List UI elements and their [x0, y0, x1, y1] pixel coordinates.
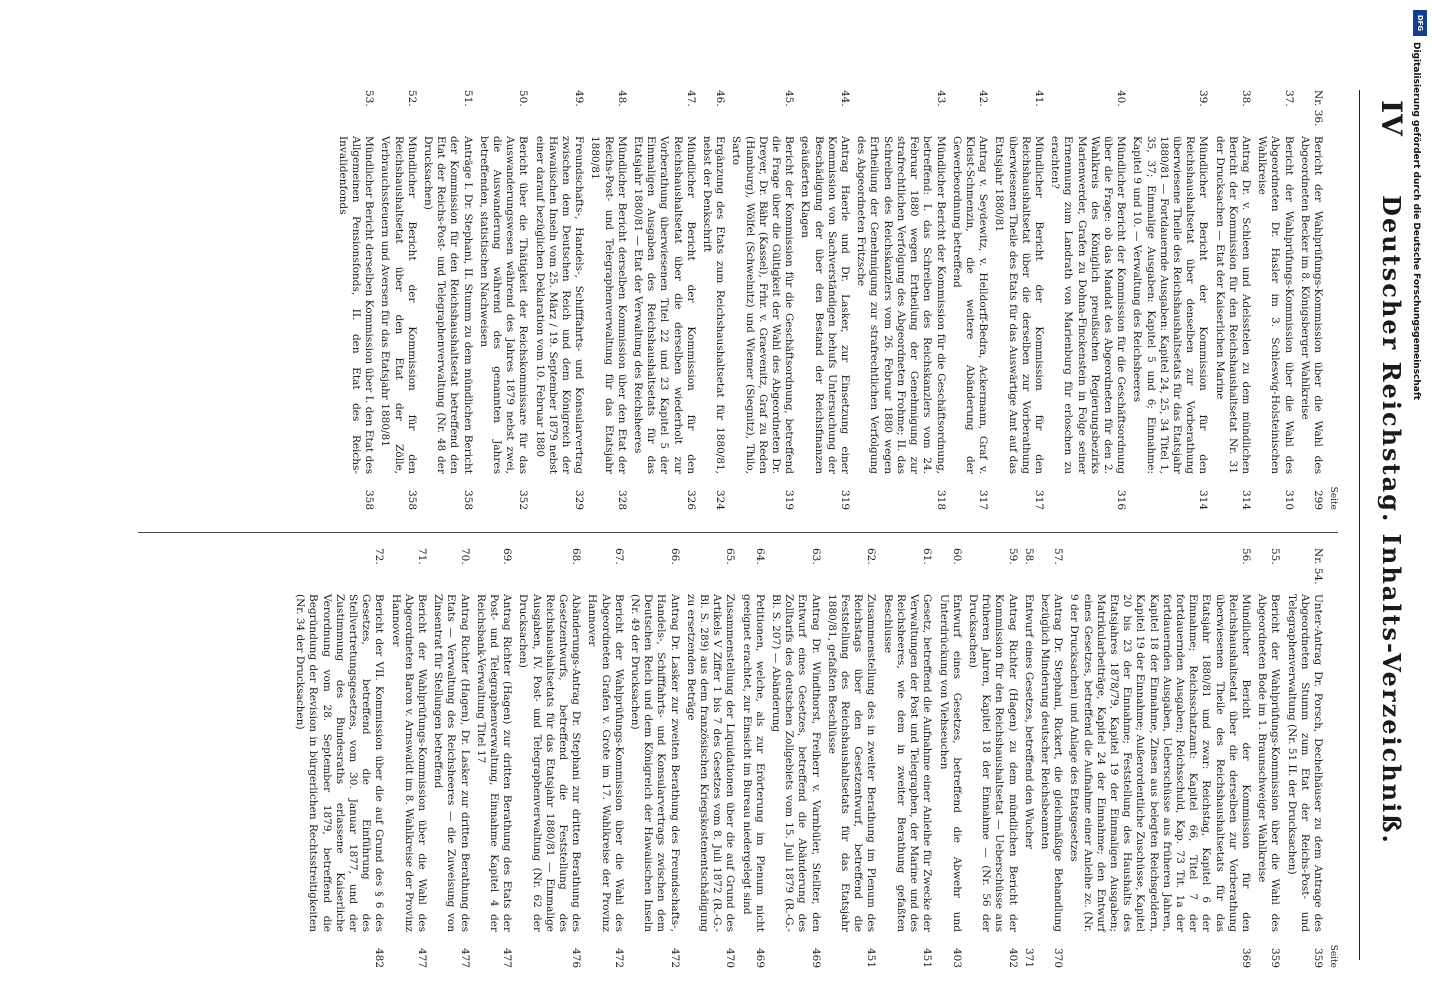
entry-title: Petitionen, welche, als zur Erörterung im Plenum nicht geeignet erachtet, zur Einsicht im Bureau niedergelegt sind [740, 594, 766, 932]
seite-label-left: Seite [1328, 486, 1338, 510]
entry-number: 55. [1269, 548, 1282, 565]
right-column [290, 548, 1338, 968]
toc-entry [378, 90, 418, 510]
entry-title: Antrag Richter (Hagen) zu dem mündlichen Bericht der Kommission für den Reichshaushaltsetat — Ueberschüsse aus früheren Jahren, Kapitel 18 der Einnahme — (Nr. 56 der Drucksachen) [966, 594, 1019, 932]
page-number: IV [1375, 100, 1408, 137]
toc-entry [1038, 548, 1064, 968]
toc-entry [1212, 90, 1252, 510]
entry-number: 59. [1006, 548, 1019, 565]
toc-entry [798, 90, 851, 510]
entry-page-number: 370 [1052, 947, 1065, 968]
entry-page-number: 470 [724, 947, 737, 968]
toc-entry [293, 548, 385, 968]
toc-entry [1284, 548, 1324, 968]
entry-page-number: 469 [809, 947, 822, 968]
left-entry-list [336, 90, 1324, 510]
toc-entry [532, 90, 585, 510]
entry-number: 67. [612, 548, 625, 565]
entry-number: 61. [921, 548, 934, 565]
entry-number: 38. [1239, 90, 1252, 107]
toc-entry [1255, 548, 1281, 968]
toc-entry [936, 548, 962, 968]
entry-page-number: 451 [921, 947, 934, 968]
entry-number: 63. [809, 548, 822, 565]
toc-entry [588, 90, 628, 510]
entry-page-number: 358 [405, 489, 418, 510]
toc-entry [950, 90, 990, 510]
entry-title: Antrag Haerle und Dr. Lasker, zur Einsetzung einer Kommission von Sachverständigen behufs Untersuchung der Beschädigung der über den Bestand der Reichsfinanzen geäußerten Klagen [799, 136, 852, 474]
toc-entry [739, 548, 765, 968]
toc-entry [825, 548, 878, 968]
entry-page-number: 319 [783, 489, 796, 510]
entry-number: 64. [753, 548, 766, 565]
toc-entry [388, 548, 428, 968]
entry-title: Gesetz, betreffend die Aufnahme einer Anleihe für Zwecke der Verwaltungen der Post und Telegraphen, der Marine und des Reichsheeres, wie dem in zweiter Berathung gefaßten Beschlusse [881, 594, 934, 932]
toc-entry [1255, 90, 1295, 510]
dfg-logo-text: DFG [1416, 14, 1424, 32]
entry-page-number: 469 [753, 947, 766, 968]
entry-number: 70. [458, 548, 471, 565]
entry-title: Antrag Richter (Hagen), Dr. Lasker zur dritten Berathung des Etats — Verwaltung des Reichsheeres — die Zuweisung von Zinsentrat für Stellungen betreffend [432, 594, 471, 932]
toc-entry [992, 90, 1045, 510]
entry-title: Entwurf eines Gesetzes, betreffend den Wucher [1022, 594, 1035, 850]
entry-page-number: 358 [363, 489, 376, 510]
entry-page-number: 328 [615, 489, 628, 510]
entry-page-number: 476 [570, 947, 583, 968]
entry-title: Antrag Richter (Hagen) zur dritten Berathung des Etats der Post- und Telegraphenverwaltung, Einnahme Kapitel 4 der Reichsbank-Verwaltung Titel 17 [474, 594, 514, 932]
entry-page-number: 403 [950, 947, 963, 968]
left-column [333, 90, 1338, 510]
entry-page-number: 482 [373, 947, 386, 968]
entry-page-number: 299 [1312, 489, 1324, 510]
toc-entry [966, 548, 1019, 968]
toc-entry [628, 548, 681, 968]
entry-page-number: 316 [1115, 489, 1128, 510]
toc-entry [854, 90, 946, 510]
toc-entry [729, 90, 795, 510]
page-header [1350, 60, 1410, 980]
entry-title: Antrag Dr. Lasker zur zweiten Berathung des Freundschafts-, Handels-, Schifffahrts- und Konsularvertrags zwischen dem Deutschen Reich und dem Königreich der Hawaiischen Inseln (Nr. 49 der Drucksachen) [629, 594, 681, 932]
entry-title: Mündlicher Bericht der Kommission für den Reichshaushaltsetat über denselben zur Vorberathung überwiesene Theile des Reichshaushaltsetats für das Etatsjahr 1880/81 — Fortdauernde Ausgaben: Kapitel 24, 25, 34 Titel 1, 35, 37; Einmalige Ausgaben: Kapitel 5 und 6; Einnahme: Kapitel 9 und 10. — Verwaltung des Reichsheeres [1131, 136, 1210, 474]
entry-number: 40. [1115, 90, 1128, 107]
entry-number: 52. [405, 90, 418, 107]
entry-title: Mündlicher Bericht der Kommission für den Reichshaushaltsetat über die derselben zur Vorberathung überwiesenen Theile des Etats für das Auswärtige Amt auf das Etatsjahr 1880/81 [993, 136, 1045, 474]
entry-number: 46. [714, 90, 727, 107]
entry-number: 41. [1032, 90, 1045, 107]
entry-title: Antrag Dr. v. Schleen und Adelsstelen zu dem mündlichen Bericht der Kommission für den Reichshaushaltsetat Nr. 31 der Drucksachen — Etat der Kaiserlichen Marine [1213, 136, 1252, 474]
entry-title: Bericht der Wahlprüfungs-Kommission über die Wahl des Abgeordneten Baron v. Arnswaldt im 8. Wahlkreise der Provinz Hannover [389, 594, 428, 932]
entry-page-number: 358 [461, 489, 474, 510]
entry-page-number: 317 [977, 489, 990, 510]
toc-entry [1067, 548, 1252, 968]
entry-page-number: 477 [416, 947, 428, 968]
toc-entry [336, 90, 376, 510]
entry-page-number: 472 [612, 947, 625, 968]
entry-number: 37. [1282, 90, 1295, 107]
entry-page-number: 451 [865, 947, 878, 968]
dfg-logo [1413, 10, 1427, 36]
entry-number: 57. [1052, 548, 1065, 565]
entry-page-number: 329 [573, 489, 586, 510]
entry-number: 42. [977, 90, 990, 107]
header-rule [1359, 90, 1360, 960]
toc-entry [431, 548, 471, 968]
entry-page-number: 402 [1006, 947, 1019, 968]
entry-page-number: 352 [517, 489, 530, 510]
entry-title: Antrag Dr. Stephani, Rickert, die gleichmäßige Behandlung bezüglich Minderung deutscher Reichsbeamten [1038, 594, 1065, 932]
entry-page-number: 371 [1022, 947, 1035, 968]
entry-title: Mündlicher Bericht der Kommission für den Reichshaushaltsetat über die derselben wiederholt zur Vorberathung überwiesenen Titel 22 und 23 Kapitel 5 der Einmaligen Ausgaben des Reichshaushaltsetats für das Etatsjahr 1880/81 — Etat der Verwaltung des Reichsheeres [632, 136, 697, 474]
entry-page-number: 314 [1197, 489, 1210, 510]
document-page [110, 60, 1410, 980]
entry-title: Unter-Antrag Dr. Porsch, Dechelhäuser zu dem Antrage des Abgeordneten Stumm zum Etat der Reichs-Post- und Telegraphenverwaltung (Nr. 51 II. der Drucksachen) [1285, 594, 1324, 932]
entry-title: Zusammenstellung der Liquidationen über die auf Grund des Artikels V Ziffer 1 bis 7 des Gesetzes vom 8. Juli 1872 (R.-G.-Bl. S. 289) aus dem französischen Kriegskostenentschädigung zu ersetzenden Beträge [684, 594, 737, 932]
entry-number: Nr. 54. [1312, 548, 1324, 585]
entry-page-number: 324 [714, 489, 727, 510]
toc-entry [881, 548, 934, 968]
entry-page-number: 369 [1239, 947, 1252, 968]
entry-number: 51. [461, 90, 474, 107]
entry-number: 53. [363, 90, 376, 107]
entry-title: Bericht der VII. Kommission über die auf Grund des § 6 des Gesetzes, betreffend die Einführung des Stellvertretungsgesetzes, vom 30. Januar 1877, und der Zustimmung des Bundesraths erlassene Kaiserliche Verordnung vom 28. September 1879, betreffend die Begründung der Revision in bürgerlichen Rechtsstreitigkeiten (Nr. 34 der Drucksachen) [294, 594, 386, 932]
entry-title: Anträge I. Dr. Stephani, II. Stumm zu dem mündlichen Bericht der Kommission für den Reichshaushaltsetat betreffend den Etat der Reichs-Post- und Telegraphenverwaltung (Nr. 48 der Drucksachen) [422, 136, 474, 474]
entry-number: 50. [517, 90, 530, 107]
entry-title: Bericht der Wahlprüfungs-Kommission über die Wahl des Abgeordneten Becker im 8. Königsberger Wahlkreise [1298, 136, 1324, 474]
entry-title: Mündlicher Bericht derselben Kommission über den Etat der Reichs-Post- und Telegraphenverwaltung für das Etatsjahr 1880/81 [589, 136, 628, 474]
entry-number: 44. [839, 90, 852, 107]
entry-title: Ergänzung des Etats zum Reichshaushaltsetat für 1880/81, nebst der Denkschrift [701, 136, 727, 474]
entry-title: Bericht der Wahlprüfungs-Kommission über die Wahl des Abgeordneten Grafen v. Grote im 17. Wahlkreise der Provinz Hannover [586, 594, 625, 932]
seite-label-right: Seite [1328, 944, 1338, 968]
column-divider [138, 532, 1338, 533]
entry-page-number: 317 [1032, 489, 1045, 510]
entry-number: 60. [950, 548, 963, 565]
entry-title: Antrag v. Seydewitz, v. Helldorff-Bedra, Ackermann, Graf v. Kleist-Schmenzin, die weitere Abänderung der Gewerbeordnung betreffend [950, 136, 990, 474]
entry-page-number: 477 [458, 947, 471, 968]
entry-number: 45. [783, 90, 796, 107]
entry-number: 58. [1022, 548, 1035, 565]
entry-title: Mündlicher Bericht der Kommission für die Geschäftsordnung, betreffend: I. das Schreiben des Reichskanzlers vom 24. Februar 1880 wegen Ertheilung der Genehmigung zur strafrechtlichen Verfolgung des Abgeordneten Frohme; II. das Schreiben des Reichskanzlers vom 26. Februar 1880 wegen Ertheilung der Genehmigung zur strafrechtlichen Verfolgung des Abgeordneten Fritzsche [855, 136, 947, 474]
entry-page-number: 318 [934, 489, 947, 510]
entry-title: Zusammenstellung des in zweiter Berathung im Plenum des Reichstags über den Gesetzentwurf, betreffend die Feststellung des Reichshaushaltsetats für das Etatsjahr 1880/81, gefaßten Beschlüsse [825, 594, 878, 932]
entry-number: 65. [724, 548, 737, 565]
entry-number: 66. [668, 548, 681, 565]
toc-entry [1022, 548, 1035, 968]
entry-number: 49. [573, 90, 586, 107]
entry-title: Freundschafts-, Handels-, Schifffahrts- und Konsularvertrag zwischen dem Deutschen Reich und dem Königreich der Hawaiischen Inseln vom 25. März / 19. September 1879 nebst einer darauf bezüglichen Deklaration vom 10. Februar 1880 [533, 136, 586, 474]
entry-title: Mündlicher Bericht der Kommission für den Reichshaushaltsetat über die derselben zur Vorberathung überwiesenen Theile des Reichshaushaltsetats für das Etatsjahr 1880/81 und zwar: Reichstag, Kapitel 6 der Einnahme; Reichsschatzamt: Kapitel 66, Titel 7 der fortdauernden Ausgaben; Reichsschuld, Kap. 73 Tit. 1a der fortdauernden Ausgaben, Ueberschüsse aus früheren Jahren, Kapitel 18 der Einnahme, Zinsen aus belegten Reichsgeldern, Kapitel 19 der Einnahme; Außerordentliche Zuschüsse, Kapitel 20 bis 23 der Einnahme; Feststellung des Haushalts des Etatsjahres 1878/79, Kapitel 19 der Einmaligen Ausgaben; Matrikularbeiträge, Kapitel 24 der Einnahme; den Entwurf eines Gesetzes, betreffend die Aufnahme einer Anleihe zc. (Nr. 9 der Drucksachen) und Anlage des Etatsgesetzes [1068, 594, 1252, 932]
entry-number: 47. [684, 90, 697, 107]
entry-number: 48. [615, 90, 628, 107]
entry-number: 43. [934, 90, 947, 107]
entry-number: 68. [570, 548, 583, 565]
entry-page-number: 359 [1269, 947, 1282, 968]
entry-title: Entwurf eines Gesetzes, betreffend die Abwehr und Unterdrückung von Viehseuchen [937, 594, 963, 932]
toc-entry [1298, 90, 1324, 510]
entry-page-number: 359 [1312, 947, 1324, 968]
toc-entry [1048, 90, 1127, 510]
entry-number: Nr. 36. [1312, 90, 1324, 127]
toc-entry [700, 90, 726, 510]
entry-page-number: 472 [668, 947, 681, 968]
entry-title: Mündlicher Bericht der Kommission für den Reichshaushaltsetat über den Etat der Zölle, Verbrauchssteuern und Aversen für das Etatsjahr 1880/81 [379, 136, 418, 474]
toc-entry [684, 548, 737, 968]
entry-title: Abänderungs-Antrag Dr. Stephani zur dritten Berathung des Gesetzentwurfs, betreffend die Feststellung des Reichshaushaltsetats für das Etatsjahr 1880/81 — Einmalige Ausgaben, IV. Post- und Telegraphenverwaltung (Nr. 62 der Drucksachen) [517, 594, 583, 932]
entry-page-number: 319 [839, 489, 852, 510]
toc-entry [516, 548, 582, 968]
entry-number: 72. [373, 548, 386, 565]
toc-entry [477, 90, 530, 510]
digitization-note: Digitalisierung gefördert durch die Deutsche Forschungsgemeinschaft [1411, 42, 1421, 401]
entry-title: Antrag Dr. Windthorst, Freiherr v. Varnbüler, Stellter, den Entwurf eines Gesetzes, betreffend die Abänderung des Zolltarifs des deutschen Zollgebiets vom 15. Juli 1879 (R.-G.-Bl. S. 207) — Abänderung [770, 594, 822, 932]
toc-entry [585, 548, 625, 968]
entry-page-number: 314 [1239, 489, 1252, 510]
entry-title: Mündlicher Bericht derselben Kommission über I. den Etat des Allgemeinen Pensionsfonds, II. den Etat des Reichs-Invalidenfonds [336, 136, 376, 474]
entry-title: Bericht der Wahlprüfungs-Kommission über die Wahl des Abgeordneten Dr. Hasler im 3. Schleswig-Holsteinischen Wahlkreise [1256, 136, 1295, 474]
right-entry-list [293, 548, 1324, 968]
running-title: Deutscher Reichstag. Inhalts-Verzeichniß. [1377, 195, 1406, 845]
entry-title: Bericht über die Thätigkeit der Reichskommissare für das Auswanderungswesen während des Jahres 1879 nebst zwei, die Auswanderung während des genannten Jahres betreffenden, statistischen Nachweisen [477, 136, 530, 474]
toc-entry [1130, 90, 1209, 510]
entry-number: 39. [1197, 90, 1210, 107]
toc-entry [769, 548, 822, 968]
entry-title: Bericht der Wahlprüfungs-Kommission über die Wahl des Abgeordneten Bode im 1. Braunschweiger Wahlkreise [1256, 594, 1282, 932]
entry-title: Mündlicher Bericht der Kommission für die Geschäftsordnung über die Frage: ob das Mandat des Abgeordneten für den 2. Wahlkreis des Königlich preußischen Regierungsbezirks Marienwerder, Grafen zu Dohna-Finckenstein in Folge seiner Ernennung zum Landrath von Marienburg für erloschen zu erachten? [1049, 136, 1128, 474]
entry-number: 62. [865, 548, 878, 565]
entry-page-number: 477 [501, 947, 514, 968]
entry-number: 69. [501, 548, 514, 565]
toc-entry [474, 548, 514, 968]
toc-entry [631, 90, 697, 510]
entry-page-number: 326 [684, 489, 697, 510]
toc-entry [421, 90, 474, 510]
entry-number: 71. [416, 548, 428, 565]
entry-number: 56. [1239, 548, 1252, 565]
entry-page-number: 310 [1282, 489, 1295, 510]
entry-title: Bericht der Kommission für die Geschäftsordnung, betreffend die Frage über die Gültigkeit der Wahl des Abgeordneten Dr. Dreyer, Dr. Bähr (Kassel), Frhr. v. Graevenitz, Graf zu Reden (Hamburg), Wölfel (Schwelnitz) und Wiemer (Siegnitz), Thilo, Sarto [730, 136, 796, 474]
